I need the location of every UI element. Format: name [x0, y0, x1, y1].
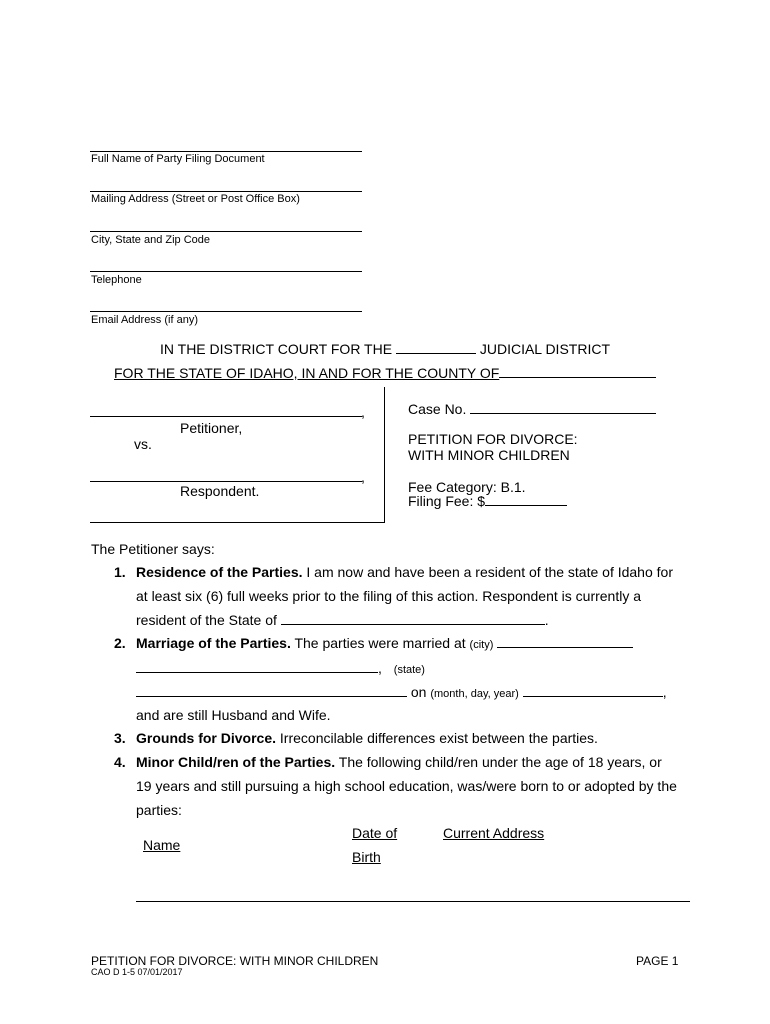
- respondent-comma: ,: [361, 469, 365, 485]
- petitioner-comma: ,: [361, 404, 365, 420]
- footer-form-code: CAO D 1-5 07/01/2017: [91, 967, 183, 977]
- caption-bottom-line: [90, 522, 384, 523]
- court-line-2: [114, 365, 656, 381]
- email-label: Email Address (if any): [91, 314, 198, 326]
- intro-text: The Petitioner says:: [91, 541, 215, 557]
- item-2-title: Marriage of the Parties.: [136, 635, 291, 651]
- city-state-zip-label: City, State and Zip Code: [91, 234, 211, 246]
- item-2-date-hint: (month, day, year): [430, 688, 519, 700]
- court-line-1-a: IN THE DISTRICT COURT FOR THE: [160, 341, 393, 357]
- filing-fee: [408, 493, 567, 509]
- item-4-title: Minor Child/ren of the Parties.: [136, 754, 336, 770]
- case-no-label: Case No.: [408, 401, 467, 417]
- filing-fee-blank[interactable]: [485, 493, 567, 506]
- county-blank[interactable]: [499, 365, 656, 378]
- city-state-zip-line[interactable]: [90, 231, 362, 232]
- child-entry-line[interactable]: [136, 901, 690, 902]
- petition-title-2: WITH MINOR CHILDREN: [408, 447, 570, 463]
- item-2-state-comma: ,: [378, 660, 382, 676]
- item-2-city-hint: (city): [469, 639, 494, 651]
- respondent-line[interactable]: [90, 481, 362, 482]
- item-3-title: Grounds for Divorce.: [136, 730, 277, 746]
- court-line-2-text: FOR THE STATE OF IDAHO, IN AND FOR THE COUNTY OF: [114, 365, 500, 381]
- item-2-line-b: [136, 660, 425, 676]
- marriage-city-blank[interactable]: [497, 635, 633, 648]
- item-3-line: [136, 730, 598, 746]
- item-2-text-b: and are still Husband and Wife.: [136, 707, 331, 723]
- fee-category: Fee Category: B.1.: [408, 479, 526, 495]
- caption-divider: [384, 387, 385, 523]
- marriage-place-blank[interactable]: [136, 684, 407, 697]
- case-no-blank[interactable]: [470, 401, 656, 414]
- telephone-line[interactable]: [90, 271, 362, 272]
- judicial-district-blank[interactable]: [396, 341, 476, 354]
- petitioner-label: Petitioner,: [180, 420, 243, 436]
- item-2-on: on: [410, 684, 427, 700]
- item-2-number: 2.: [114, 635, 126, 651]
- vs-label: vs.: [134, 436, 152, 452]
- mailing-address-line[interactable]: [90, 191, 362, 192]
- item-1-title: Residence of the Parties.: [136, 564, 303, 580]
- respondent-label: Respondent.: [180, 483, 260, 499]
- telephone-label: Telephone: [91, 274, 142, 286]
- item-3-text: Irreconcilable differences exist between the parties.: [276, 730, 598, 746]
- footer-page: PAGE 1: [636, 954, 679, 968]
- full-name-line[interactable]: [90, 151, 362, 152]
- petitioner-line[interactable]: [90, 416, 362, 417]
- court-line-1: [160, 341, 610, 357]
- column-dob-header-a: Date of: [352, 825, 398, 841]
- column-dob-header-b: Birth: [352, 849, 381, 865]
- item-2-text-a: The parties were married at: [290, 635, 470, 651]
- item-4-text-c: parties:: [136, 802, 182, 818]
- item-4-text-b: 19 years and still pursuing a high school education, was/were born to or adopted by the: [136, 778, 677, 794]
- marriage-state-blank[interactable]: [136, 660, 378, 673]
- item-1-line-a: [136, 564, 673, 580]
- item-1-number: 1.: [114, 564, 126, 580]
- state-of-residence-blank[interactable]: [281, 612, 545, 625]
- item-1-period: .: [544, 612, 549, 628]
- court-line-1-b: JUDICIAL DISTRICT: [479, 341, 610, 357]
- email-line[interactable]: [90, 311, 362, 312]
- footer-title: PETITION FOR DIVORCE: WITH MINOR CHILDREN: [91, 954, 379, 968]
- item-2-comma: ,: [662, 684, 667, 700]
- column-name-header: Name: [143, 837, 181, 853]
- item-1-line-c: [136, 612, 549, 628]
- case-number: [408, 401, 656, 417]
- filing-fee-label: Filing Fee: $: [408, 493, 486, 509]
- item-2-line-a: [136, 635, 633, 651]
- column-address-header: Current Address: [443, 825, 545, 841]
- item-1-text-b: at least six (6) full weeks prior to the filing of this action. Respondent is currently a: [136, 588, 642, 604]
- item-4-text-a: The following child/ren under the age of 18 years, or: [335, 754, 662, 770]
- item-1-text-a: I am now and have been a resident of the state of Idaho for: [302, 564, 673, 580]
- full-name-label: Full Name of Party Filing Document: [91, 153, 265, 165]
- item-4-line-a: [136, 754, 662, 770]
- petition-title-1: PETITION FOR DIVORCE:: [408, 431, 578, 447]
- item-3-number: 3.: [114, 730, 126, 746]
- item-2-state-hint: (state): [393, 664, 425, 676]
- item-1-text-c: resident of the State of: [136, 612, 277, 628]
- item-2-line-c: [136, 684, 667, 700]
- item-4-number: 4.: [114, 754, 126, 770]
- mailing-address-label: Mailing Address (Street or Post Office Box): [91, 193, 300, 205]
- marriage-date-blank[interactable]: [523, 684, 663, 697]
